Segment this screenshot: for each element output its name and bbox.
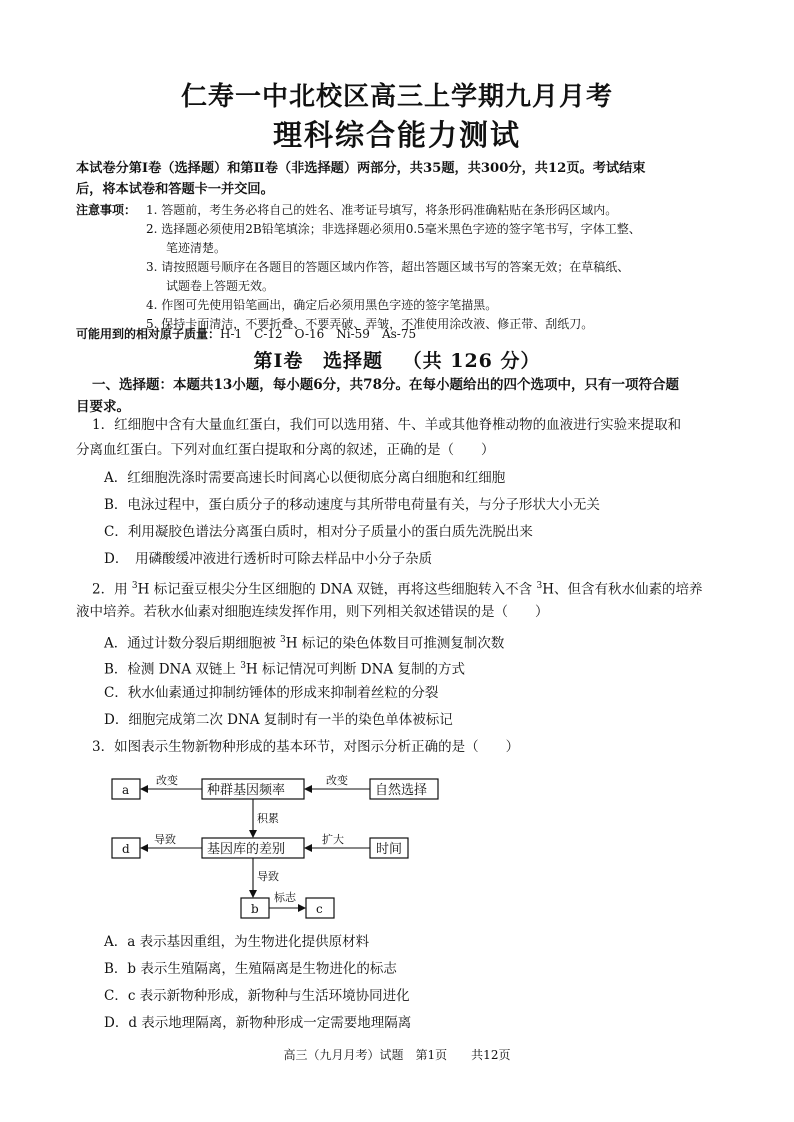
page-footer: 高三（九月月考）试题 第1页 共12页 <box>283 1048 511 1062</box>
q2-option-b <box>104 654 465 682</box>
exam-title: 仁寿一中北校区高三上学期九月月考 <box>180 82 613 112</box>
note-item-2: 2. 选择题必须使用2B铅笔填涂；非选择题必须用0.5毫米黑色字迹的签字笔书写，字体工整、 <box>146 222 641 236</box>
q1-stem-line-2: 分离血红蛋白。下列对血红蛋白提取和分离的叙述，正确的是（ ） <box>76 442 495 458</box>
label-change-1: 改变 <box>156 774 178 787</box>
intro-line-1: 本试卷分第Ⅰ卷（选择题）和第Ⅱ卷（非选择题）两部分，共35题，共300分，共12页。考试结束 <box>76 161 646 176</box>
q2-text-b: H 标记蚕豆根尖分生区细胞的 DNA 双链，再将这些细胞转入不含 <box>137 581 537 598</box>
intro-line-2: 后，将本试卷和答题卡一并交回。 <box>76 182 274 197</box>
note-item-3: 3. 请按照题号顺序在各题目的答题区域内作答，超出答题区域书写的答案无效；在草稿纸、 <box>146 260 630 274</box>
q2-stem-line-2: 液中培养。若秋水仙素对细胞连续发挥作用，则下列相关叙述错误的是（ ） <box>76 604 549 620</box>
label-accumulate: 积累 <box>257 812 279 825</box>
q2-a-text-b: H 标记的染色体数目可推测复制次数 <box>285 635 505 652</box>
note-item-2-cont: 笔迹清楚。 <box>166 241 227 255</box>
q1-option-d: D． 用磷酸缓冲液进行透析时可除去样品中小分子杂质 <box>104 551 433 567</box>
section-heading <box>0 346 794 373</box>
instruction-line-1: 一、选择题：本题共13小题，每小题6分，共78分。在每小题给出的四个选项中，只有一项符合题 <box>92 377 679 393</box>
atomic-mass-values: H-1 C-12 O-16 Ni-59 As-75 <box>220 327 417 341</box>
label-change-2: 改变 <box>326 774 348 787</box>
box-time-label: 时间 <box>376 842 403 857</box>
label-lead-2: 导致 <box>257 870 279 883</box>
box-d-label: d <box>122 842 130 856</box>
atomic-mass-line <box>76 325 416 344</box>
box-b-label: b <box>251 902 259 916</box>
q2-option-d: D．细胞完成第二次 DNA 复制时有一半的染色单体被标记 <box>104 712 453 728</box>
box-gene-pool-difference-label: 基因库的差别 <box>207 842 286 857</box>
box-gene-frequency-label: 种群基因频率 <box>207 783 286 798</box>
label-expand: 扩大 <box>322 833 344 846</box>
notes-heading: 注意事项： <box>76 203 137 217</box>
q3-stem: 3．如图表示生物新物种形成的基本环节，对图示分析正确的是（ ） <box>92 739 520 755</box>
q2-b-sup: 3 <box>240 661 246 671</box>
section-name: 选择题 <box>322 350 383 372</box>
section-score: （共 126 分） <box>402 350 541 372</box>
q2-text-a: 2．用 <box>92 581 132 598</box>
label-lead-1: 导致 <box>154 833 176 846</box>
q2-sup-2: 3 <box>536 581 543 591</box>
atomic-mass-label: 可能用到的相对原子质量： <box>76 327 221 341</box>
q2-option-a <box>104 628 504 656</box>
q1-option-a: A．红细胞洗涤时需要高速长时间离心以便彻底分离白细胞和红细胞 <box>104 470 506 486</box>
q3-option-d: D．d 表示地理隔离，新物种形成一定需要地理隔离 <box>104 1015 412 1031</box>
note-item-3-cont: 试题卷上答题无效。 <box>166 279 275 293</box>
instruction-line-2: 目要求。 <box>76 399 130 415</box>
q3-option-c: C．c 表示新物种形成，新物种与生活环境协同进化 <box>104 988 410 1004</box>
q1-stem-line-1: 1．红细胞中含有大量血红蛋白，我们可以选用猪、牛、羊或其他脊椎动物的血液进行实验来提取和 <box>92 417 682 433</box>
box-c-label: c <box>316 902 323 916</box>
box-a-label: a <box>122 783 130 797</box>
section-part: 第Ⅰ卷 <box>253 350 304 372</box>
speciation-diagram <box>100 765 460 925</box>
note-item-4: 4. 作图可先使用铅笔画出，确定后必须用黑色字迹的签字笔描黑。 <box>146 298 498 312</box>
label-mark: 标志 <box>274 891 296 904</box>
q2-b-text-b: H 标记情况可判断 DNA 复制的方式 <box>245 661 465 678</box>
q2-text-c: H、但含有秋水仙素的培养 <box>542 581 703 598</box>
exam-subtitle: 理科综合能力测试 <box>272 118 521 152</box>
q2-a-sup: 3 <box>280 635 286 645</box>
q3-option-a: A．a 表示基因重组，为生物进化提供原材料 <box>104 934 370 950</box>
q1-option-c: C．利用凝胶色谱法分离蛋白质时，相对分子质量小的蛋白质先洗脱出来 <box>104 524 533 540</box>
q2-a-text-a: A．通过计数分裂后期细胞被 <box>104 635 281 652</box>
q2-stem-line-1 <box>92 574 724 602</box>
q2-b-text-a: B．检测 DNA 双链上 <box>104 661 241 678</box>
q2-option-c: C．秋水仙素通过抑制纺锤体的形成来抑制着丝粒的分裂 <box>104 685 439 701</box>
q1-option-b: B．电泳过程中，蛋白质分子的移动速度与其所带电荷量有关，与分子形状大小无关 <box>104 497 600 513</box>
q3-option-b: B．b 表示生殖隔离，生殖隔离是生物进化的标志 <box>104 961 397 977</box>
q2-sup-1: 3 <box>131 581 138 591</box>
note-item-5: 5. 保持卡面清洁，不要折叠、不要弄破、弄皱，不准使用涂改液、修正带、刮纸刀。 <box>146 317 594 331</box>
note-item-1: 1. 答题前，考生务必将自己的姓名、准考证号填写，将条形码准确粘贴在条形码区域内。 <box>146 203 618 217</box>
box-natural-selection-label: 自然选择 <box>375 783 428 798</box>
